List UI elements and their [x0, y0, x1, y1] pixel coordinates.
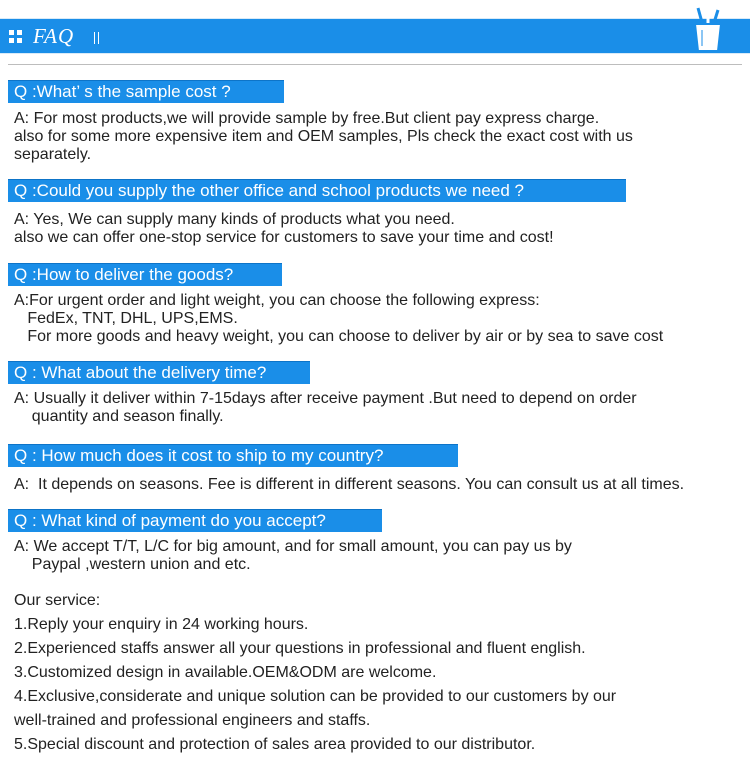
faq-question-1: Q :What’ s the sample cost ?: [8, 80, 284, 103]
service-heading: Our service:: [14, 592, 101, 609]
divider: [8, 64, 742, 65]
faq-question-5: Q : How much does it cost to ship to my country?: [8, 444, 458, 467]
faq-question-4: Q : What about the delivery time?: [8, 361, 310, 384]
grid-icon: [9, 30, 23, 44]
service-item: 4.Exclusive,considerate and unique solution can be provided to our customers by our: [14, 688, 617, 705]
service-item: 5.Special discount and protection of sales area provided to our distributor.: [14, 736, 536, 753]
faq-answer-5: A: It depends on seasons. Fee is different in different seasons. You can consult us at all times.: [14, 476, 685, 493]
faq-question-2: Q :Could you supply the other office and school products we need ?: [8, 179, 626, 202]
service-item: well-trained and professional engineers and staffs.: [14, 712, 371, 729]
service-item: 2.Experienced staffs answer all your questions in professional and fluent english.: [14, 640, 586, 657]
faq-question-6: Q : What kind of payment do you accept?: [8, 509, 382, 532]
faq-answer-4: A: Usually it deliver within 7-15days after receive payment .But need to depend on order quantity and season finally.: [14, 390, 637, 425]
service-item: 3.Customized design in available.OEM&ODM are welcome.: [14, 664, 437, 681]
faq-banner: [0, 18, 750, 54]
faq-title: FAQ: [33, 24, 75, 48]
faq-answer-1: A: For most products,we will provide sample by free.But client pay express charge. also for some more expensive item and OEM samples, Pls check the exact cost with us separately.: [14, 110, 633, 163]
pencil-cup-icon: [688, 4, 728, 54]
divider-bars-icon: [94, 32, 100, 44]
faq-answer-2: A: Yes, We can supply many kinds of products what you need. also we can offer one-stop service for customers to save your time and cost!: [14, 211, 554, 246]
service-item: 1.Reply your enquiry in 24 working hours.: [14, 616, 309, 633]
faq-answer-3: A:For urgent order and light weight, you can choose the following express: FedEx, TNT, DHL, UPS,EMS. For more goods and heavy weight, you can choose to deliver by air or by sea to save cost: [14, 292, 664, 345]
faq-answer-6: A: We accept T/T, L/C for big amount, and for small amount, you can pay us by Paypal ,western union and etc.: [14, 538, 572, 573]
faq-question-3: Q :How to deliver the goods?: [8, 263, 282, 286]
